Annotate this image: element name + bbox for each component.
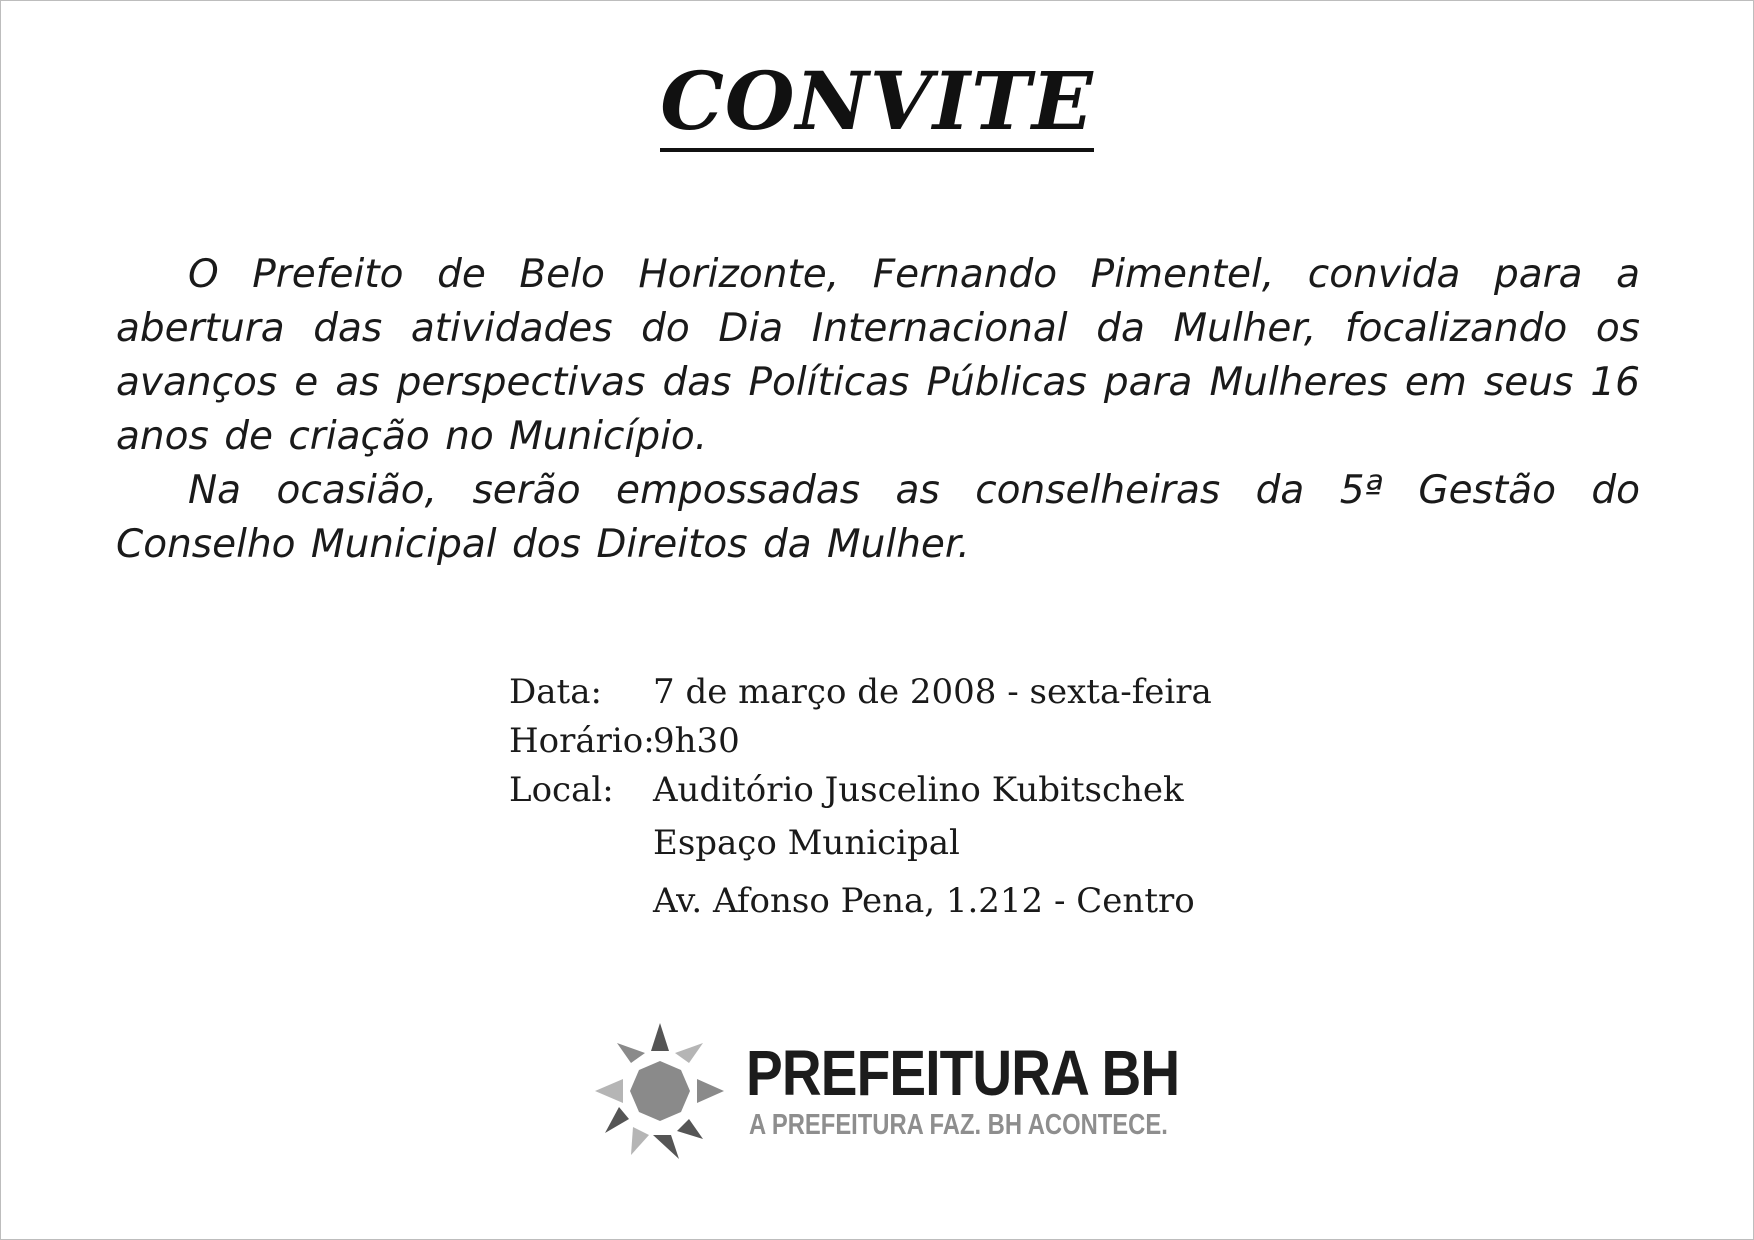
invitation-paragraph: O Prefeito de Belo Horizonte, Fernando Pimentel, convida para a abertura das atividades do Dia Internacional da Mulher, focalizando os avanços e as perspectivas das Políticas Públicas para Mulheres em seus 16 anos de criação no Município. bbox=[116, 252, 1640, 459]
time-value: 9h30 bbox=[653, 720, 740, 761]
place-row-continued bbox=[509, 872, 1212, 930]
place-line: Auditório Juscelino Kubitschek bbox=[653, 769, 1184, 810]
time-label: Horário: bbox=[509, 720, 655, 761]
time-row bbox=[509, 716, 1212, 765]
sun-emblem-icon bbox=[591, 1019, 731, 1164]
place-row bbox=[509, 765, 1212, 814]
prefeitura-bh-logo bbox=[591, 1019, 1191, 1164]
place-label: Local: bbox=[509, 769, 614, 810]
date-label: Data: bbox=[509, 671, 602, 712]
brand-name: PREFEITURA BH bbox=[746, 1037, 1180, 1109]
brand-tagline: A PREFEITURA FAZ. BH ACONTECE. bbox=[749, 1109, 1168, 1141]
place-line: Av. Afonso Pena, 1.212 - Centro bbox=[653, 881, 1195, 921]
invitation-title bbox=[1, 53, 1753, 149]
place-row-continued bbox=[509, 814, 1212, 872]
invitation-paragraph: Na ocasião, serão empossadas as conselheiras da 5ª Gestão do Conselho Municipal dos Direitos da Mulher. bbox=[116, 468, 1640, 567]
place-line: Espaço Municipal bbox=[653, 823, 960, 863]
date-row bbox=[509, 667, 1212, 716]
date-value: 7 de março de 2008 - sexta-feira bbox=[653, 671, 1212, 712]
event-details bbox=[509, 667, 1212, 930]
invitation-body bbox=[116, 248, 1640, 572]
invitation-title-text: CONVITE bbox=[660, 54, 1093, 152]
